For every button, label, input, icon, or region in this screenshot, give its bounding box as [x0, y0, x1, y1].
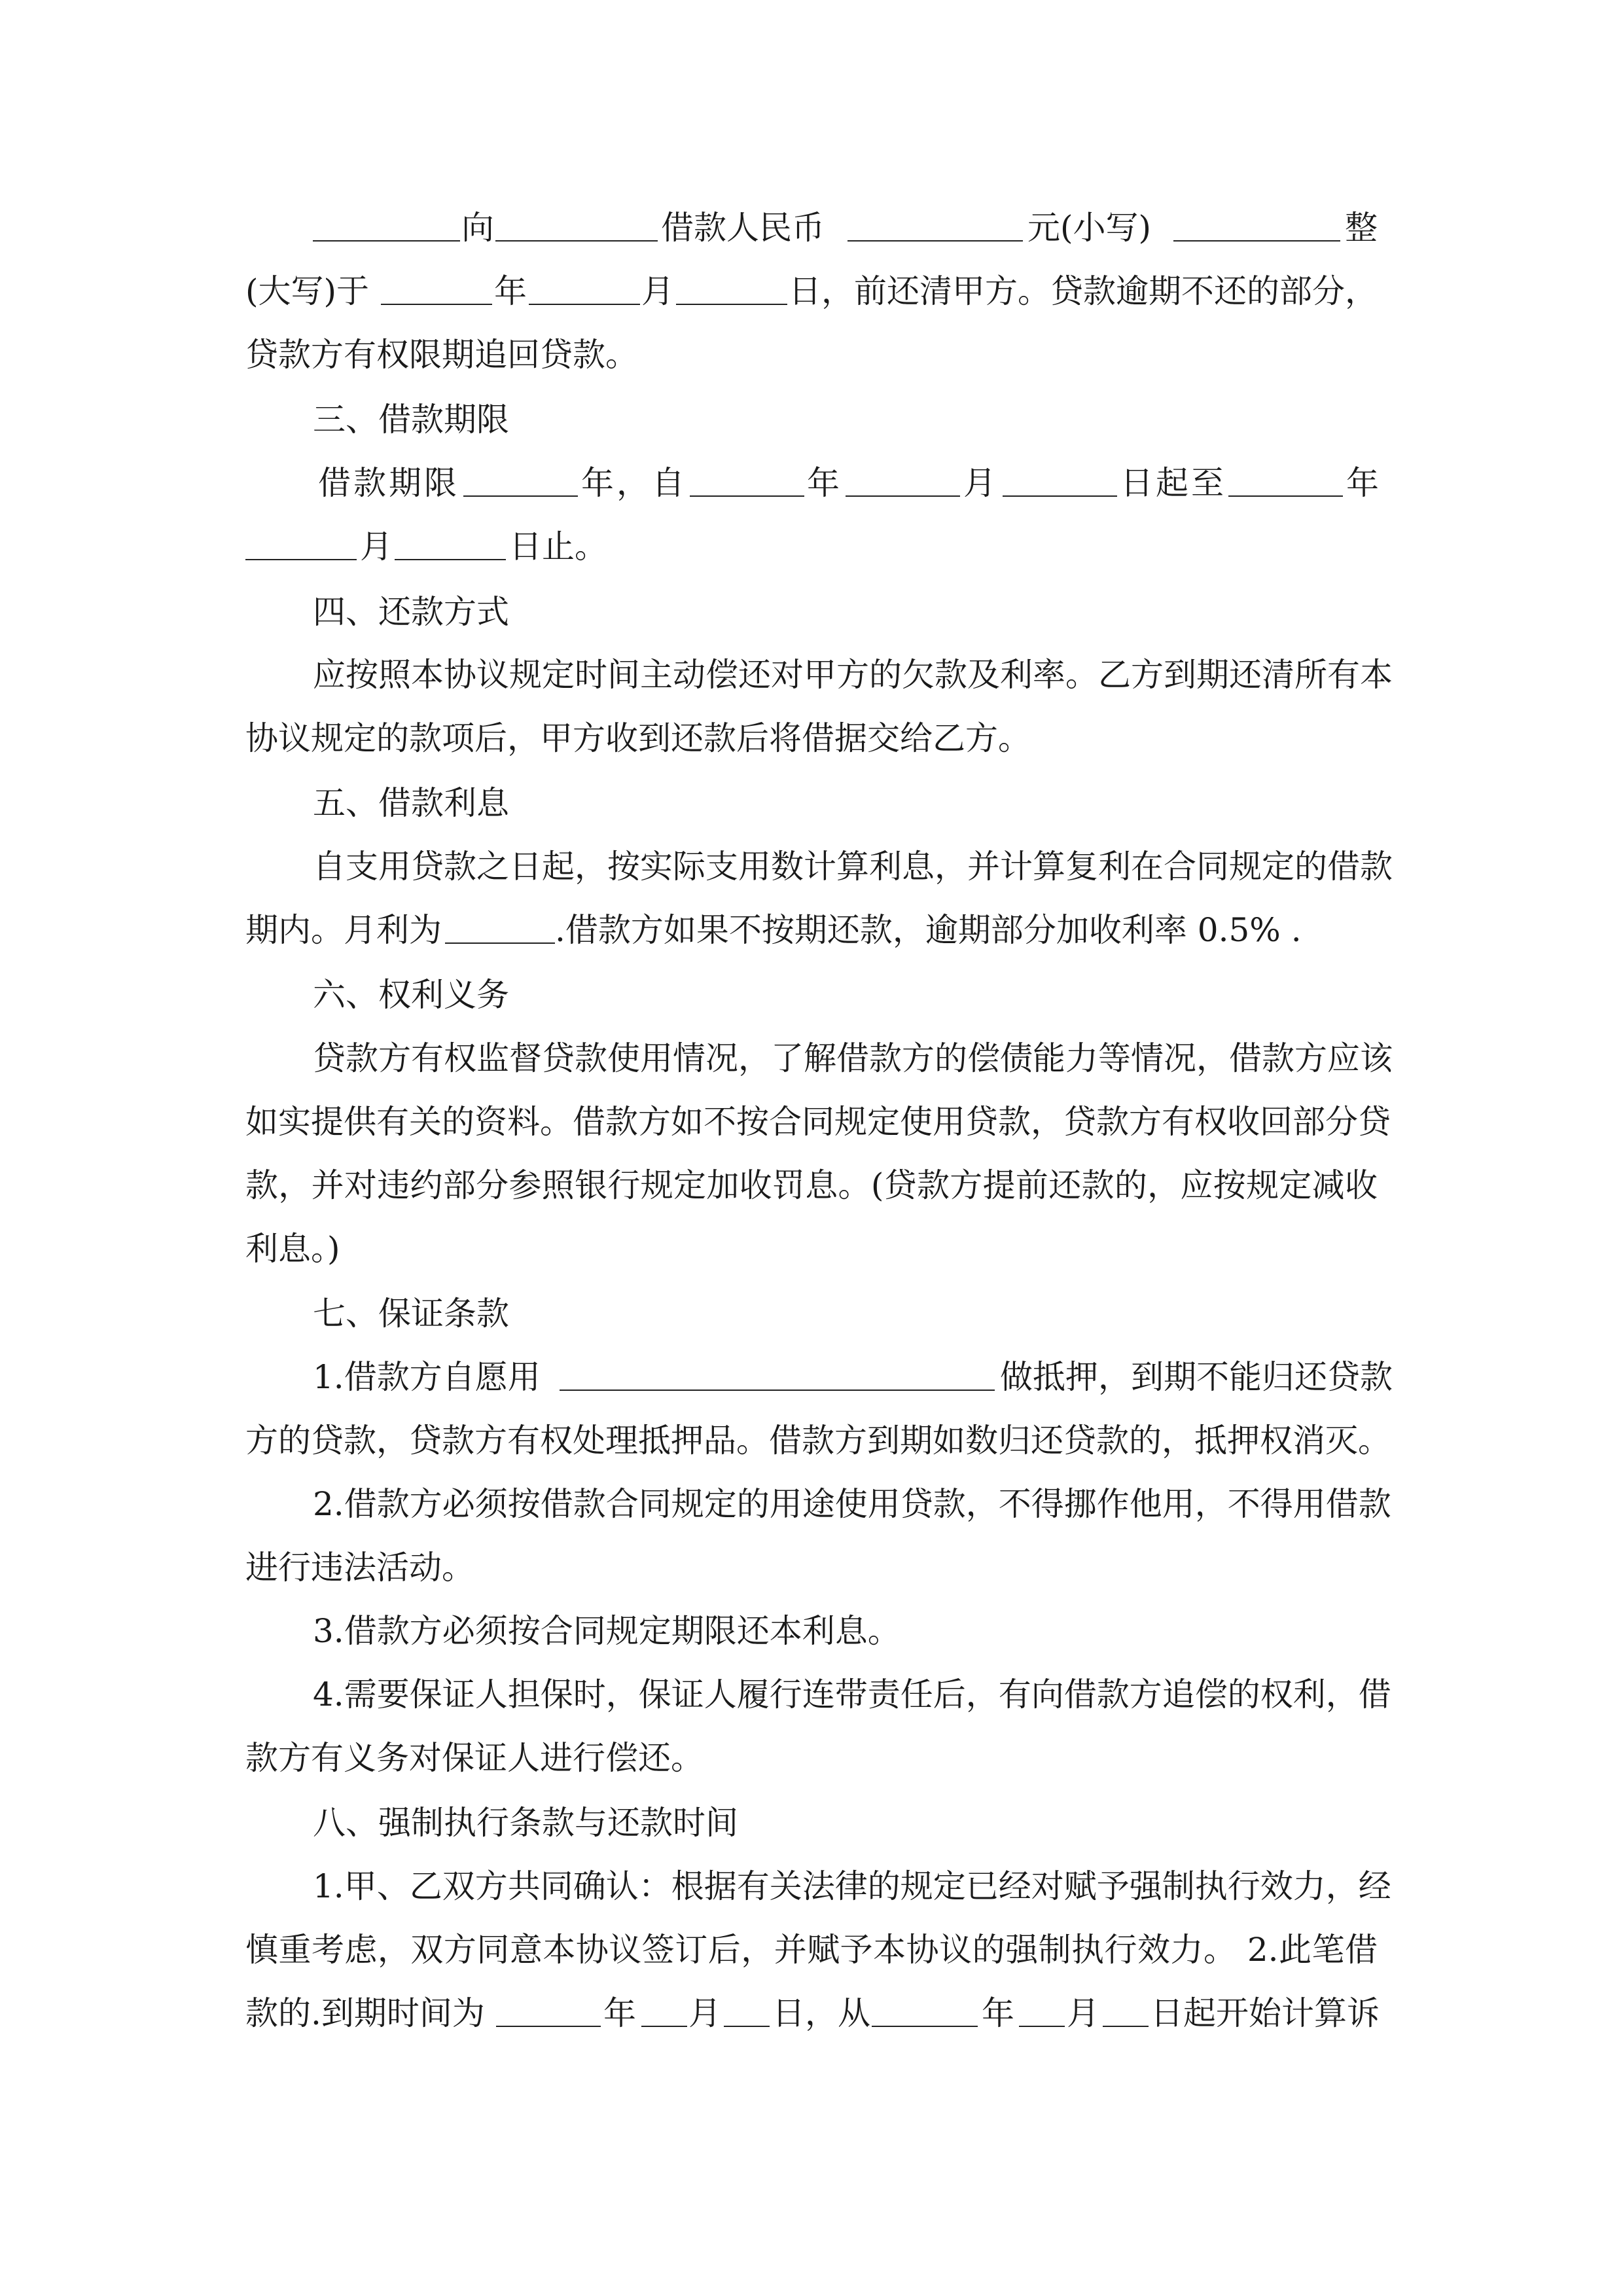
text-line: 2.借款方必须按借款合同规定的用途使用贷款，不得挪作他用，不得用借款	[313, 1485, 1391, 1523]
start-year-blank	[690, 495, 804, 497]
text-line: 慎重考虑，双方同意本协议签订后，并赋予本协议的强制执行效力。 2.此笔借	[245, 1931, 1378, 1969]
amount-lowercase-blank	[1173, 240, 1340, 242]
due-year-blank	[496, 2026, 601, 2027]
loan-term-end-line: 月 日止。	[0, 524, 1623, 569]
text-line: 贷款方有权限期追回贷款。	[245, 336, 638, 374]
repay-date-line	[0, 268, 1623, 314]
lender-name-blank	[313, 240, 460, 242]
text-loan-term: 借款期限	[318, 464, 459, 502]
text-year: 年	[494, 272, 527, 310]
text-line: 进行违法活动。	[245, 1549, 474, 1587]
loan-term-line: 借款期限 年，自 年 月 日起至 年	[0, 460, 1623, 506]
count-day-blank	[1103, 2026, 1149, 2027]
repay-day-blank	[676, 304, 787, 305]
section-heading: 三、借款期限	[313, 401, 509, 439]
text-borrow-rmb: 借款人民币	[661, 209, 825, 247]
due-date-line: 款的.到期时间为 年 月 日，从 年 月 日起开始计算诉	[245, 1994, 1380, 2032]
collateral-line: 1.借款方自愿用 做抵押，到期不能归还贷款	[313, 1358, 1393, 1396]
text-to: 向	[461, 209, 494, 247]
repay-month-blank	[529, 304, 640, 305]
text-month: 月	[641, 272, 674, 310]
end-year-blank	[1228, 495, 1343, 497]
section-heading: 五、借款利息	[313, 784, 509, 822]
start-day-blank	[1003, 495, 1117, 497]
section-heading: 四、还款方式	[313, 593, 509, 631]
borrower-name-blank	[495, 240, 658, 242]
text-line: 1.甲、乙双方共同确认：根据有关法律的规定已经对赋予强制执行效力，经	[313, 1867, 1391, 1905]
repay-year-blank	[381, 304, 492, 305]
text-line: 利息。)	[245, 1230, 340, 1268]
text-line: 3.借款方必须按合同规定期限还本利息。	[313, 1612, 901, 1650]
count-year-blank	[872, 2026, 978, 2027]
interest-line: 期内。月利为 .借款方如果不按期还款，逾期部分加收利率 0.5% .	[245, 911, 1302, 949]
text-yuan-lowercase: 元(小写)	[1027, 209, 1152, 247]
text-line: 款方有义务对保证人进行偿还。	[245, 1739, 704, 1777]
section-heading: 七、保证条款	[313, 1295, 509, 1333]
text-line: 自支用贷款之日起，按实际支用数计算利息，并计算复利在合同规定的借款	[313, 848, 1393, 886]
section-heading: 八、强制执行条款与还款时间	[313, 1804, 738, 1842]
monthly-rate-blank	[445, 942, 555, 944]
text-line: 贷款方有权监督贷款使用情况，了解借款方的偿债能力等情况，借款方应该	[313, 1039, 1393, 1077]
text-uppercase-on: (大写)于	[245, 272, 370, 310]
text-day-repay: 日，前还清甲方。贷款逾期不还的部分，	[789, 272, 1378, 310]
section-heading: 六、权利义务	[313, 976, 509, 1014]
text-line: 协议规定的款项后，甲方收到还款后将借据交给乙方。	[245, 719, 1031, 757]
text-whole: 整	[1345, 209, 1378, 247]
term-years-blank	[463, 495, 578, 497]
due-month-blank	[641, 2026, 687, 2027]
amount-blank	[847, 240, 1023, 242]
end-day-blank	[395, 559, 506, 560]
text-line: 4.需要保证人担保时，保证人履行连带责任后，有向借款方追偿的权利，借	[313, 1676, 1391, 1713]
count-month-blank	[1019, 2026, 1065, 2027]
due-day-blank	[724, 2026, 770, 2027]
start-month-blank	[846, 495, 960, 497]
end-month-blank	[245, 559, 357, 560]
text-line: 方的贷款，贷款方有权处理抵押品。借款方到期如数归还贷款的，抵押权消灭。	[245, 1422, 1391, 1460]
text-line: 如实提供有关的资料。借款方如不按合同规定使用贷款，贷款方有权收回部分贷	[245, 1103, 1391, 1141]
text-line: 款，并对违约部分参照银行规定加收罚息。(贷款方提前还款的，应按规定减收	[245, 1166, 1378, 1204]
collateral-blank	[560, 1390, 995, 1391]
text-line: 应按照本协议规定时间主动偿还对甲方的欠款及利率。乙方到期还清所有本	[313, 656, 1393, 694]
loan-amount-line	[0, 205, 1623, 251]
